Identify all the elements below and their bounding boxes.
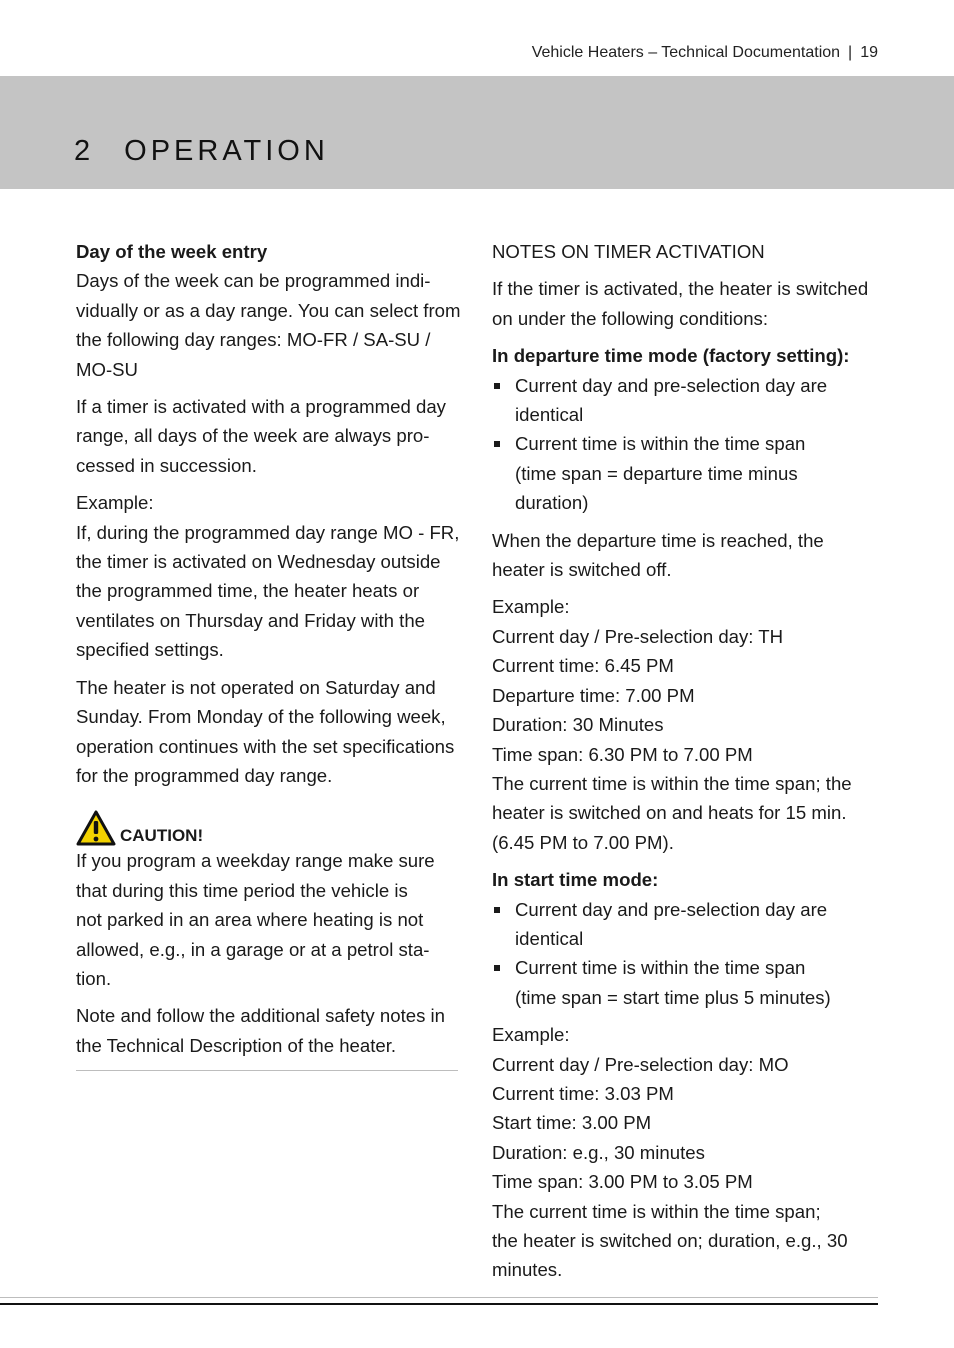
subheading: In start time mode: [492, 869, 659, 891]
paragraph [492, 274, 884, 333]
chapter-title [74, 137, 329, 166]
text-line: vidually or as a day range. You can select from [76, 299, 461, 321]
text-line: Duration: 30 Minutes [492, 714, 664, 736]
paragraph [76, 392, 468, 480]
text-line: The current time is within the time span; the [492, 772, 852, 794]
text-line: Current day / Pre-selection day: MO [492, 1053, 789, 1075]
text-line: the timer is activated on Wednesday outside [76, 551, 441, 573]
bullet-icon [494, 441, 500, 447]
text-line: MO-SU [76, 358, 138, 380]
text-line: (time span = start time plus 5 minutes) [515, 986, 831, 1008]
list-item [492, 371, 884, 430]
divider [76, 1070, 458, 1071]
text-line: the heater is switched on; duration, e.g., 30 [492, 1230, 848, 1251]
text-line: Departure time: 7.00 PM [492, 684, 695, 706]
footer-rule-light [0, 1297, 878, 1298]
text-line: When the departure time is reached, the [492, 529, 824, 551]
text-line: If the timer is activated, the heater is switched [492, 278, 869, 300]
text-line: cessed in succession. [76, 454, 257, 476]
text-line: If, during the programmed day range MO - FR, [76, 521, 460, 543]
text-line: Duration: e.g., 30 minutes [492, 1141, 705, 1163]
caution-label: CAUTION! [120, 826, 204, 846]
text-line: The current time is within the time span; [492, 1200, 821, 1222]
text-line: the Technical Description of the heater. [76, 1034, 397, 1056]
text-line: Current day and pre-selection day are [515, 374, 828, 396]
text-line: Current time: 3.03 PM [492, 1082, 674, 1104]
left-column [76, 237, 468, 1068]
paragraph [76, 488, 468, 664]
text-line: Days of the week can be programmed indi- [76, 270, 431, 292]
text-line: Current time: 6.45 PM [492, 655, 674, 677]
doc-title: Vehicle Heaters – Technical Documentation [531, 44, 841, 61]
text-line: the following day ranges: MO-FR / SA-SU / [76, 329, 431, 351]
warning-icon [76, 810, 116, 846]
text-line: tion. [76, 967, 112, 989]
example-block [492, 592, 884, 857]
text-line: (time span = departure time minus [515, 462, 798, 484]
page-number: 19 [860, 44, 878, 61]
caution-notice [76, 806, 468, 846]
text-line: the programmed time, the heater heats or [76, 580, 420, 602]
bullet-list [492, 371, 884, 518]
text-line: heater is switched off. [492, 559, 672, 581]
chapter-name: OPERATION [124, 135, 329, 167]
text-line: identical [515, 404, 584, 426]
paragraph [76, 846, 468, 993]
text-line: Sunday. From Monday of the following week, [76, 706, 446, 728]
text-line: Start time: 3.00 PM [492, 1112, 652, 1134]
text-line: Example: [492, 1024, 570, 1046]
text-line: Time span: 6.30 PM to 7.00 PM [492, 743, 753, 765]
text-line: duration) [515, 492, 589, 514]
text-line: Time span: 3.00 PM to 3.05 PM [492, 1171, 753, 1193]
text-line: ventilates on Thursday and Friday with the [76, 609, 425, 631]
section-heading: Day of the week entry [76, 241, 268, 262]
text-line: (6.45 PM to 7.00 PM). [492, 831, 674, 853]
text-line: operation continues with the set specifications [76, 735, 455, 757]
header-separator: | [848, 44, 853, 61]
text-line: not parked in an area where heating is not [76, 909, 424, 931]
text-line: for the programmed day range. [76, 764, 333, 786]
text-line: If you program a weekday range make sure [76, 850, 435, 872]
text-line: The heater is not operated on Saturday and [76, 676, 436, 698]
section-heading: NOTES ON TIMER ACTIVATION [492, 241, 765, 262]
paragraph [76, 1001, 468, 1060]
example-block [492, 1020, 884, 1285]
paragraph [76, 266, 468, 384]
bullet-icon [494, 383, 500, 389]
text-line: Current time is within the time span [515, 433, 806, 455]
bullet-icon [494, 965, 500, 971]
text-line: Example: [492, 596, 570, 618]
text-line: heater is switched on and heats for 15 min. [492, 802, 847, 824]
text-line: range, all days of the week are always pro- [76, 425, 430, 447]
text-line: that during this time period the vehicle is [76, 879, 408, 901]
text-line: Example: [76, 492, 154, 514]
text-line: identical [515, 927, 584, 949]
text-line: on under the following conditions: [492, 307, 768, 329]
text-line: minutes. [492, 1259, 563, 1281]
list-item [492, 953, 884, 1012]
text-line: Note and follow the additional safety notes in [76, 1005, 446, 1027]
footer-rule-dark [0, 1303, 878, 1305]
subheading: In departure time mode (factory setting): [492, 345, 850, 367]
text-line: Current time is within the time span [515, 957, 806, 979]
chapter-number: 2 [74, 135, 95, 167]
right-column [492, 237, 884, 1293]
bullet-list [492, 895, 884, 1013]
chapter-band [0, 76, 954, 189]
text-line: If a timer is activated with a programmed day [76, 396, 446, 418]
list-item [492, 895, 884, 954]
text-line: Current day / Pre-selection day: TH [492, 625, 784, 647]
text-line: allowed, e.g., in a garage or at a petrol sta- [76, 938, 430, 960]
running-header [532, 44, 878, 62]
text-line: specified settings. [76, 639, 224, 661]
paragraph [492, 526, 884, 585]
list-item [492, 429, 884, 517]
bullet-icon [494, 907, 500, 913]
paragraph [76, 673, 468, 791]
text-line: Current day and pre-selection day are [515, 898, 828, 920]
